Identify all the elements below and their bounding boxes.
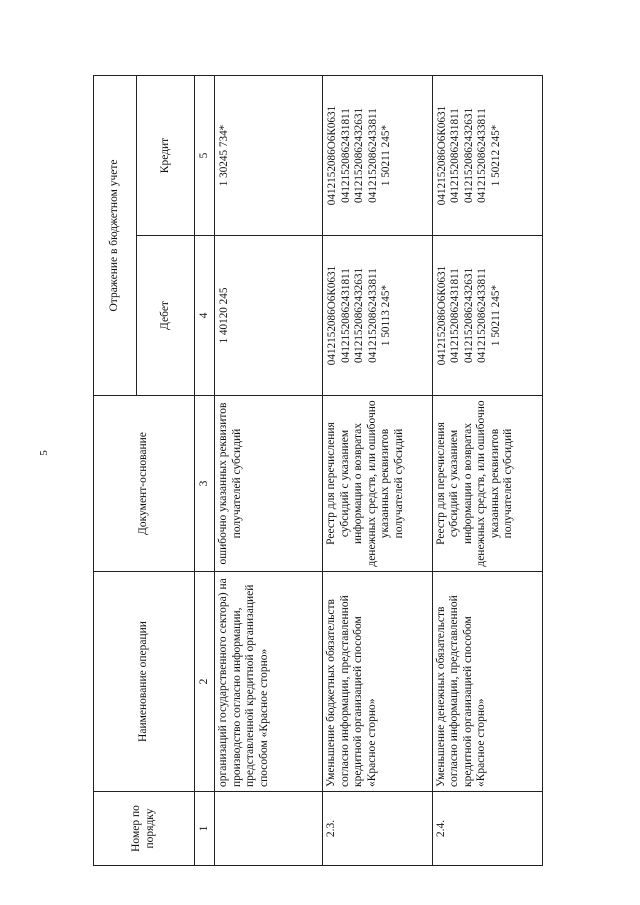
row-operation: организаций государственного сектора) на производство согласно информации, представленной кредитной организацией способом «Красное сторно»	[215, 572, 323, 792]
column-index-3: 3	[194, 396, 214, 572]
row-debit	[323, 236, 433, 396]
credit-account: 04121520862432631	[462, 107, 475, 204]
row-credit	[432, 76, 542, 236]
column-index-4: 4	[194, 236, 214, 396]
credit-account: 1 30245 734*	[218, 124, 231, 187]
debit-account: 04121520862433811	[366, 268, 379, 363]
row-number	[215, 792, 323, 866]
column-index-1: 1	[194, 792, 214, 866]
credit-account: 1 50211 245*	[380, 124, 392, 187]
credit-account: 04121520862432631	[353, 107, 365, 204]
header-document: Документ-основание	[94, 396, 195, 572]
row-number: 2.3.	[323, 792, 433, 866]
row-operation: Уменьшение бюджетных обязательств согласно информации, представленной кредитной организацией способом «Красное сторно»	[323, 572, 433, 792]
header-budget-accounting: Отражение в бюджетном учете	[94, 76, 137, 396]
header-debit: Дебет	[137, 236, 195, 396]
row-document: ошибочно указанных реквизитов получателей субсидий	[215, 396, 323, 572]
table-row	[432, 76, 542, 866]
header-row-1	[94, 76, 137, 866]
debit-account: 1 50211 245*	[489, 284, 502, 347]
debit-account: 04121520862432631	[353, 267, 365, 364]
row-debit	[215, 236, 323, 396]
credit-account: 04121520862433811	[366, 108, 379, 203]
row-credit	[215, 76, 323, 236]
accounting-table	[93, 75, 543, 866]
column-index-row	[194, 76, 214, 866]
debit-account: 04121520862431811	[449, 268, 462, 363]
credit-account: 04121520862431811	[339, 108, 352, 203]
row-document: Реестр для перечисления субсидий с указанием информации о возвратах денежных средств, или ошибочно указанных реквизитов получателей субсидий	[432, 396, 542, 572]
row-document: Реестр для перечисления субсидий с указанием информации о возвратах денежных средств, или ошибочно указанных реквизитов получателей субсидий	[323, 396, 433, 572]
debit-account: 04121520862432631	[462, 267, 475, 364]
debit-account: 04121520862431811	[339, 268, 352, 363]
page-number: 5	[38, 450, 50, 456]
column-index-2: 2	[194, 572, 214, 792]
debit-account: 1 40120 245	[218, 287, 231, 344]
row-operation: Уменьшение денежных обязательств согласно информации, представленной кредитной организацией способом «Красное сторно»	[432, 572, 542, 792]
header-number: Номер по порядку	[94, 792, 195, 866]
credit-account: 04121520862431811	[449, 108, 462, 203]
header-operation: Наименование операции	[94, 572, 195, 792]
credit-account: 1 50212 245*	[489, 124, 502, 187]
header-credit: Кредит	[137, 76, 195, 236]
table-rotated-container	[93, 76, 543, 866]
debit-account: 04121520862433811	[476, 268, 489, 363]
table-row	[323, 76, 433, 866]
credit-account: 04121520862433811	[476, 108, 489, 203]
table-row	[215, 76, 323, 866]
column-index-5: 5	[194, 76, 214, 236]
debit-account: 0412152086О6К0631	[326, 265, 338, 366]
debit-account: 0412152086О6К0631	[435, 265, 448, 366]
credit-account: 0412152086О6К0631	[326, 105, 338, 206]
row-credit	[323, 76, 433, 236]
row-debit	[432, 236, 542, 396]
row-number: 2.4.	[432, 792, 542, 866]
debit-account: 1 50113 245*	[380, 284, 392, 347]
credit-account: 0412152086О6К0631	[435, 105, 448, 206]
